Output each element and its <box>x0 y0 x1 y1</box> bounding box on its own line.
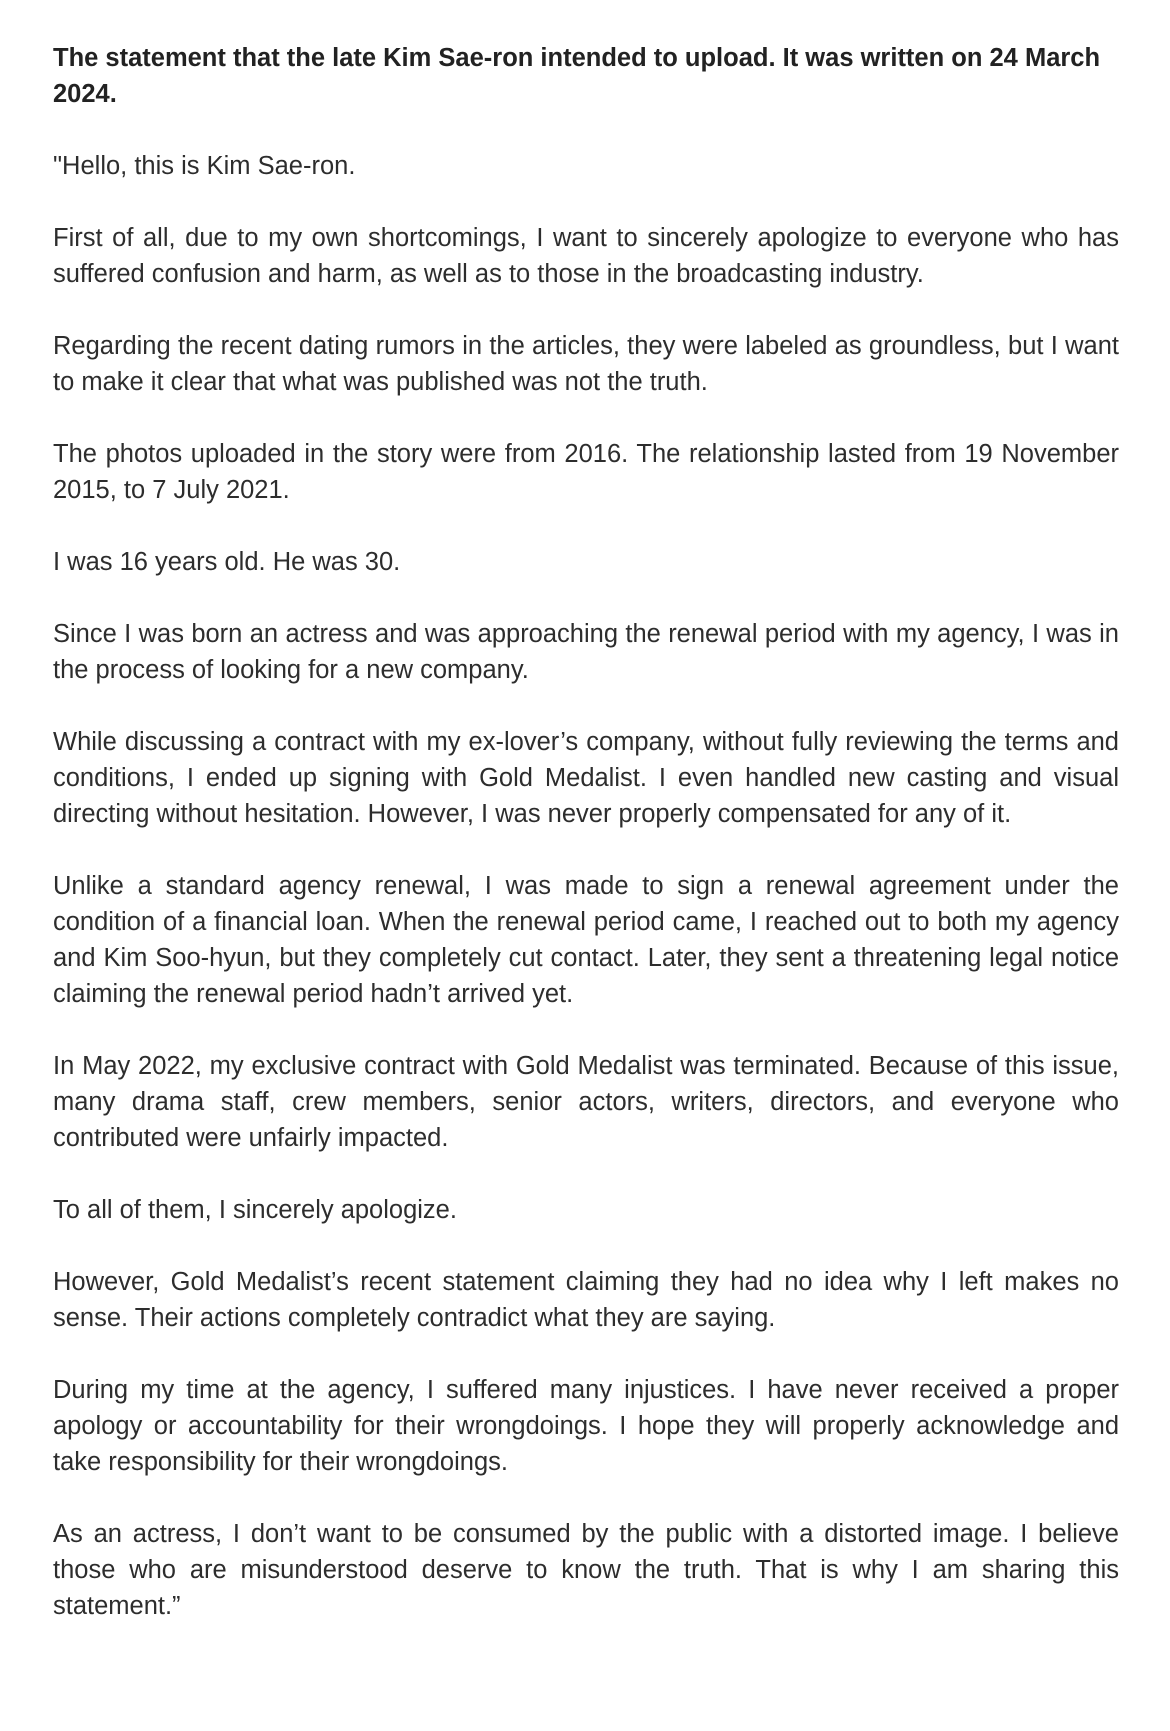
paragraph-contract-signing: While discussing a contract with my ex-lover’s company, without fully reviewing the terms and conditions, I ended up signing with Gold Medalist. I even handled new casting and visual directing without hesitation. However, I was never properly compensated for any of it. <box>53 728 1119 828</box>
paragraph-ages: I was 16 years old. He was 30. <box>53 548 401 576</box>
paragraph-dating-rumors: Regarding the recent dating rumors in the articles, they were labeled as groundless, but I want to make it clear that what was published was not the truth. <box>53 332 1119 396</box>
paragraph-injustices: During my time at the agency, I suffered many injustices. I have never received a proper apology or accountability for their wrongdoings. I hope they will properly acknowledge and take responsibility for their wrongdoings. <box>53 1376 1119 1476</box>
paragraph-agency-statement: However, Gold Medalist’s recent statement claiming they had no idea why I left makes no sense. Their actions completely contradict what they are saying. <box>53 1268 1119 1332</box>
paragraph-greeting: "Hello, this is Kim Sae-ron. <box>53 152 356 180</box>
paragraph-sincere-apology: To all of them, I sincerely apologize. <box>53 1196 457 1224</box>
paragraph-contract-terminated: In May 2022, my exclusive contract with Gold Medalist was terminated. Because of this issue, many drama staff, crew members, senior actors, writers, directors, and everyone who contributed were unfairly impacted. <box>53 1052 1119 1152</box>
paragraph-agency-renewal: Since I was born an actress and was approaching the renewal period with my agency, I was in the process of looking for a new company. <box>53 620 1119 684</box>
paragraph-closing: As an actress, I don’t want to be consumed by the public with a distorted image. I believe those who are misunderstood deserve to know the truth. That is why I am sharing this statement.” <box>53 1520 1119 1620</box>
paragraph-photos-timeline: The photos uploaded in the story were from 2016. The relationship lasted from 19 November 2015, to 7 July 2021. <box>53 440 1119 504</box>
paragraph-apology: First of all, due to my own shortcomings, I want to sincerely apologize to everyone who has suffered confusion and harm, as well as to those in the broadcasting industry. <box>53 224 1119 288</box>
statement-heading: The statement that the late Kim Sae-ron intended to upload. It was written on 24 March 2024. <box>53 44 1101 108</box>
statement-document <box>53 40 1119 1624</box>
paragraph-renewal-agreement: Unlike a standard agency renewal, I was made to sign a renewal agreement under the condition of a financial loan. When the renewal period came, I reached out to both my agency and Kim Soo-hyun, but they completely cut contact. Later, they sent a threatening legal notice claiming the renewal period hadn’t arrived yet. <box>53 872 1119 1008</box>
